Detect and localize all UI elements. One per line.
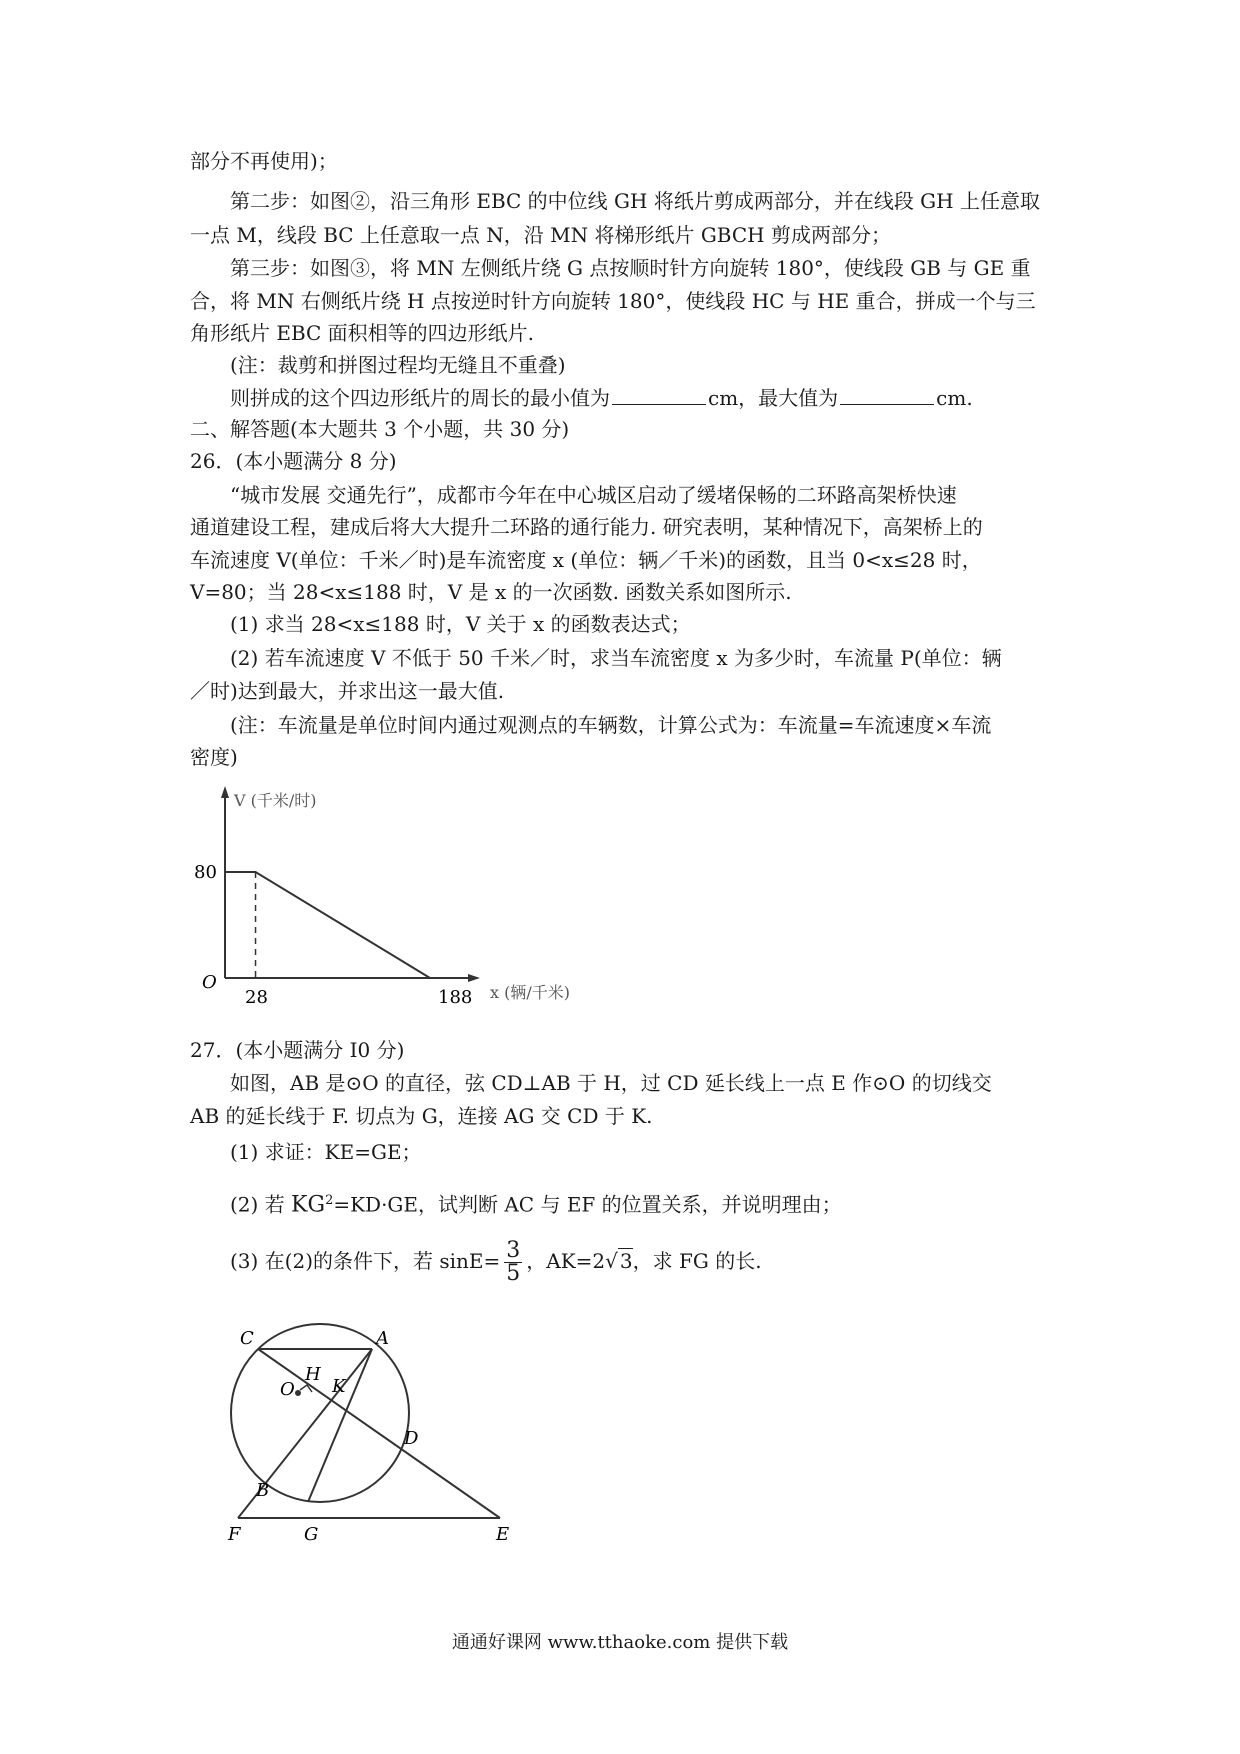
text-line: (注：裁剪和拼图过程均无缝且不重叠) xyxy=(230,353,566,377)
label-o: O xyxy=(280,1379,295,1400)
label-d: D xyxy=(404,1428,419,1449)
text-fragment: 则拼成的这个四边形纸片的周长的最小值为 xyxy=(230,386,610,410)
text-line: (注：车流量是单位时间内通过观测点的车辆数，计算公式为：车流量=车流速度×车流 xyxy=(230,713,992,737)
function-graph xyxy=(190,778,620,1018)
text-line: 角形纸片 EBC 面积相等的四边形纸片. xyxy=(190,321,535,345)
text-line: 第三步：如图③，将 MN 左侧纸片绕 G 点按顺时针方向旋转 180°，使线段 GB 与 GE 重 xyxy=(230,256,1031,280)
footer-source: 通通好课网 www.tthaoke.com 提供下载 xyxy=(451,1632,789,1653)
answer-blank xyxy=(612,386,706,405)
fraction-denominator: 5 xyxy=(506,1261,521,1286)
question-heading: 27．(本小题满分 I0 分) xyxy=(190,1038,405,1062)
text-line: V=80；当 28<x≤188 时，V 是 x 的一次函数. 函数关系如图所示. xyxy=(190,580,792,604)
text-line: 密度) xyxy=(190,745,238,769)
text-line: 第二步：如图②，沿三角形 EBC 的中位线 GH 将纸片剪成两部分，并在线段 GH 上任意取 xyxy=(230,189,1040,213)
text-line: 一点 M，线段 BC 上任意取一点 N，沿 MN 将梯形纸片 GBCH 剪成两部分； xyxy=(190,223,891,247)
text-fragment: cm. xyxy=(936,386,973,410)
geometry-figure xyxy=(220,1300,530,1545)
center-point xyxy=(295,1390,301,1396)
label-g: G xyxy=(304,1524,319,1545)
label-k: K xyxy=(332,1376,346,1397)
sqrt-sign: √ xyxy=(605,1249,618,1273)
x-tick-label: 28 xyxy=(245,987,268,1008)
text-line: (1) 求当 28<x≤188 时，V 关于 x 的函数表达式； xyxy=(230,612,691,636)
x-axis-label: x (辆/千米) xyxy=(490,983,570,1002)
text-fragment: (2) 若 xyxy=(230,1192,292,1217)
question-heading: 26．(本小题满分 8 分) xyxy=(190,449,397,473)
text-fragment: ，AK=2 xyxy=(526,1249,606,1273)
label-f: F xyxy=(228,1524,241,1545)
y-axis-arrow xyxy=(221,786,229,798)
label-b: B xyxy=(256,1480,270,1501)
answer-blank xyxy=(840,386,934,405)
superscript: 2 xyxy=(325,1193,334,1208)
text-line: “城市发展 交通先行”，成都市今年在中心城区启动了缓堵保畅的二环路高架桥快速 xyxy=(230,483,957,507)
label-c: C xyxy=(240,1328,254,1349)
text-fragment: ，求 FG 的长. xyxy=(632,1249,762,1273)
text-line: 如图，AB 是⊙O 的直径，弦 CD⊥AB 于 H，过 CD 延长线上一点 E 作⊙O 的切线交 xyxy=(230,1071,992,1095)
text-fragment: cm，最大值为 xyxy=(708,386,839,410)
text-fragment: =KD·GE，试判断 AC 与 EF 的位置关系，并说明理由； xyxy=(333,1192,842,1217)
segment-ce xyxy=(258,1349,500,1518)
text-line: 通道建设工程，建成后将大大提升二环路的通行能力. 研究表明，某种情况下，高架桥上的 xyxy=(190,515,983,539)
text-line: (1) 求证：KE=GE； xyxy=(230,1140,422,1164)
x-axis-arrow xyxy=(468,974,480,982)
fill-blank-line xyxy=(230,383,973,413)
label-e: E xyxy=(496,1524,510,1545)
text-line: AB 的延长线于 F. 切点为 G，连接 AG 交 CD 于 K. xyxy=(190,1104,653,1128)
label-a: A xyxy=(376,1328,389,1349)
origin-label: O xyxy=(202,972,217,993)
sqrt-radicand: 3 xyxy=(619,1249,633,1273)
label-h: H xyxy=(305,1364,321,1385)
text-line: 车流速度 V(单位：千米／时)是车流密度 x (单位：辆／千米)的函数，且当 0<x≤28 时， xyxy=(190,548,982,572)
text-line: (2) 若车流速度 V 不低于 50 千米／时，求当车流密度 x 为多少时，车流量 P(单位：辆 xyxy=(230,646,1002,670)
x-tick-label: 188 xyxy=(438,987,473,1008)
y-tick-label: 80 xyxy=(194,862,217,883)
section-heading: 二、解答题(本大题共 3 个小题，共 30 分) xyxy=(190,417,570,441)
math-kg: KG xyxy=(291,1192,326,1218)
text-line: ／时)达到最大，并求出这一最大值. xyxy=(190,679,505,703)
y-axis-label: V (千米/时) xyxy=(234,791,317,810)
math-line xyxy=(230,1240,762,1285)
text-fragment: (3) 在(2)的条件下，若 sinE= xyxy=(230,1249,501,1273)
text-line: 合，将 MN 右侧纸片绕 H 点按逆时针方向旋转 180°，使线段 HC 与 HE 重合，拼成一个与三 xyxy=(190,289,1036,313)
fraction-numerator: 3 xyxy=(506,1238,521,1263)
math-line xyxy=(230,1186,842,1221)
text-line: 部分不再使用)； xyxy=(190,149,338,173)
fraction xyxy=(504,1240,522,1285)
